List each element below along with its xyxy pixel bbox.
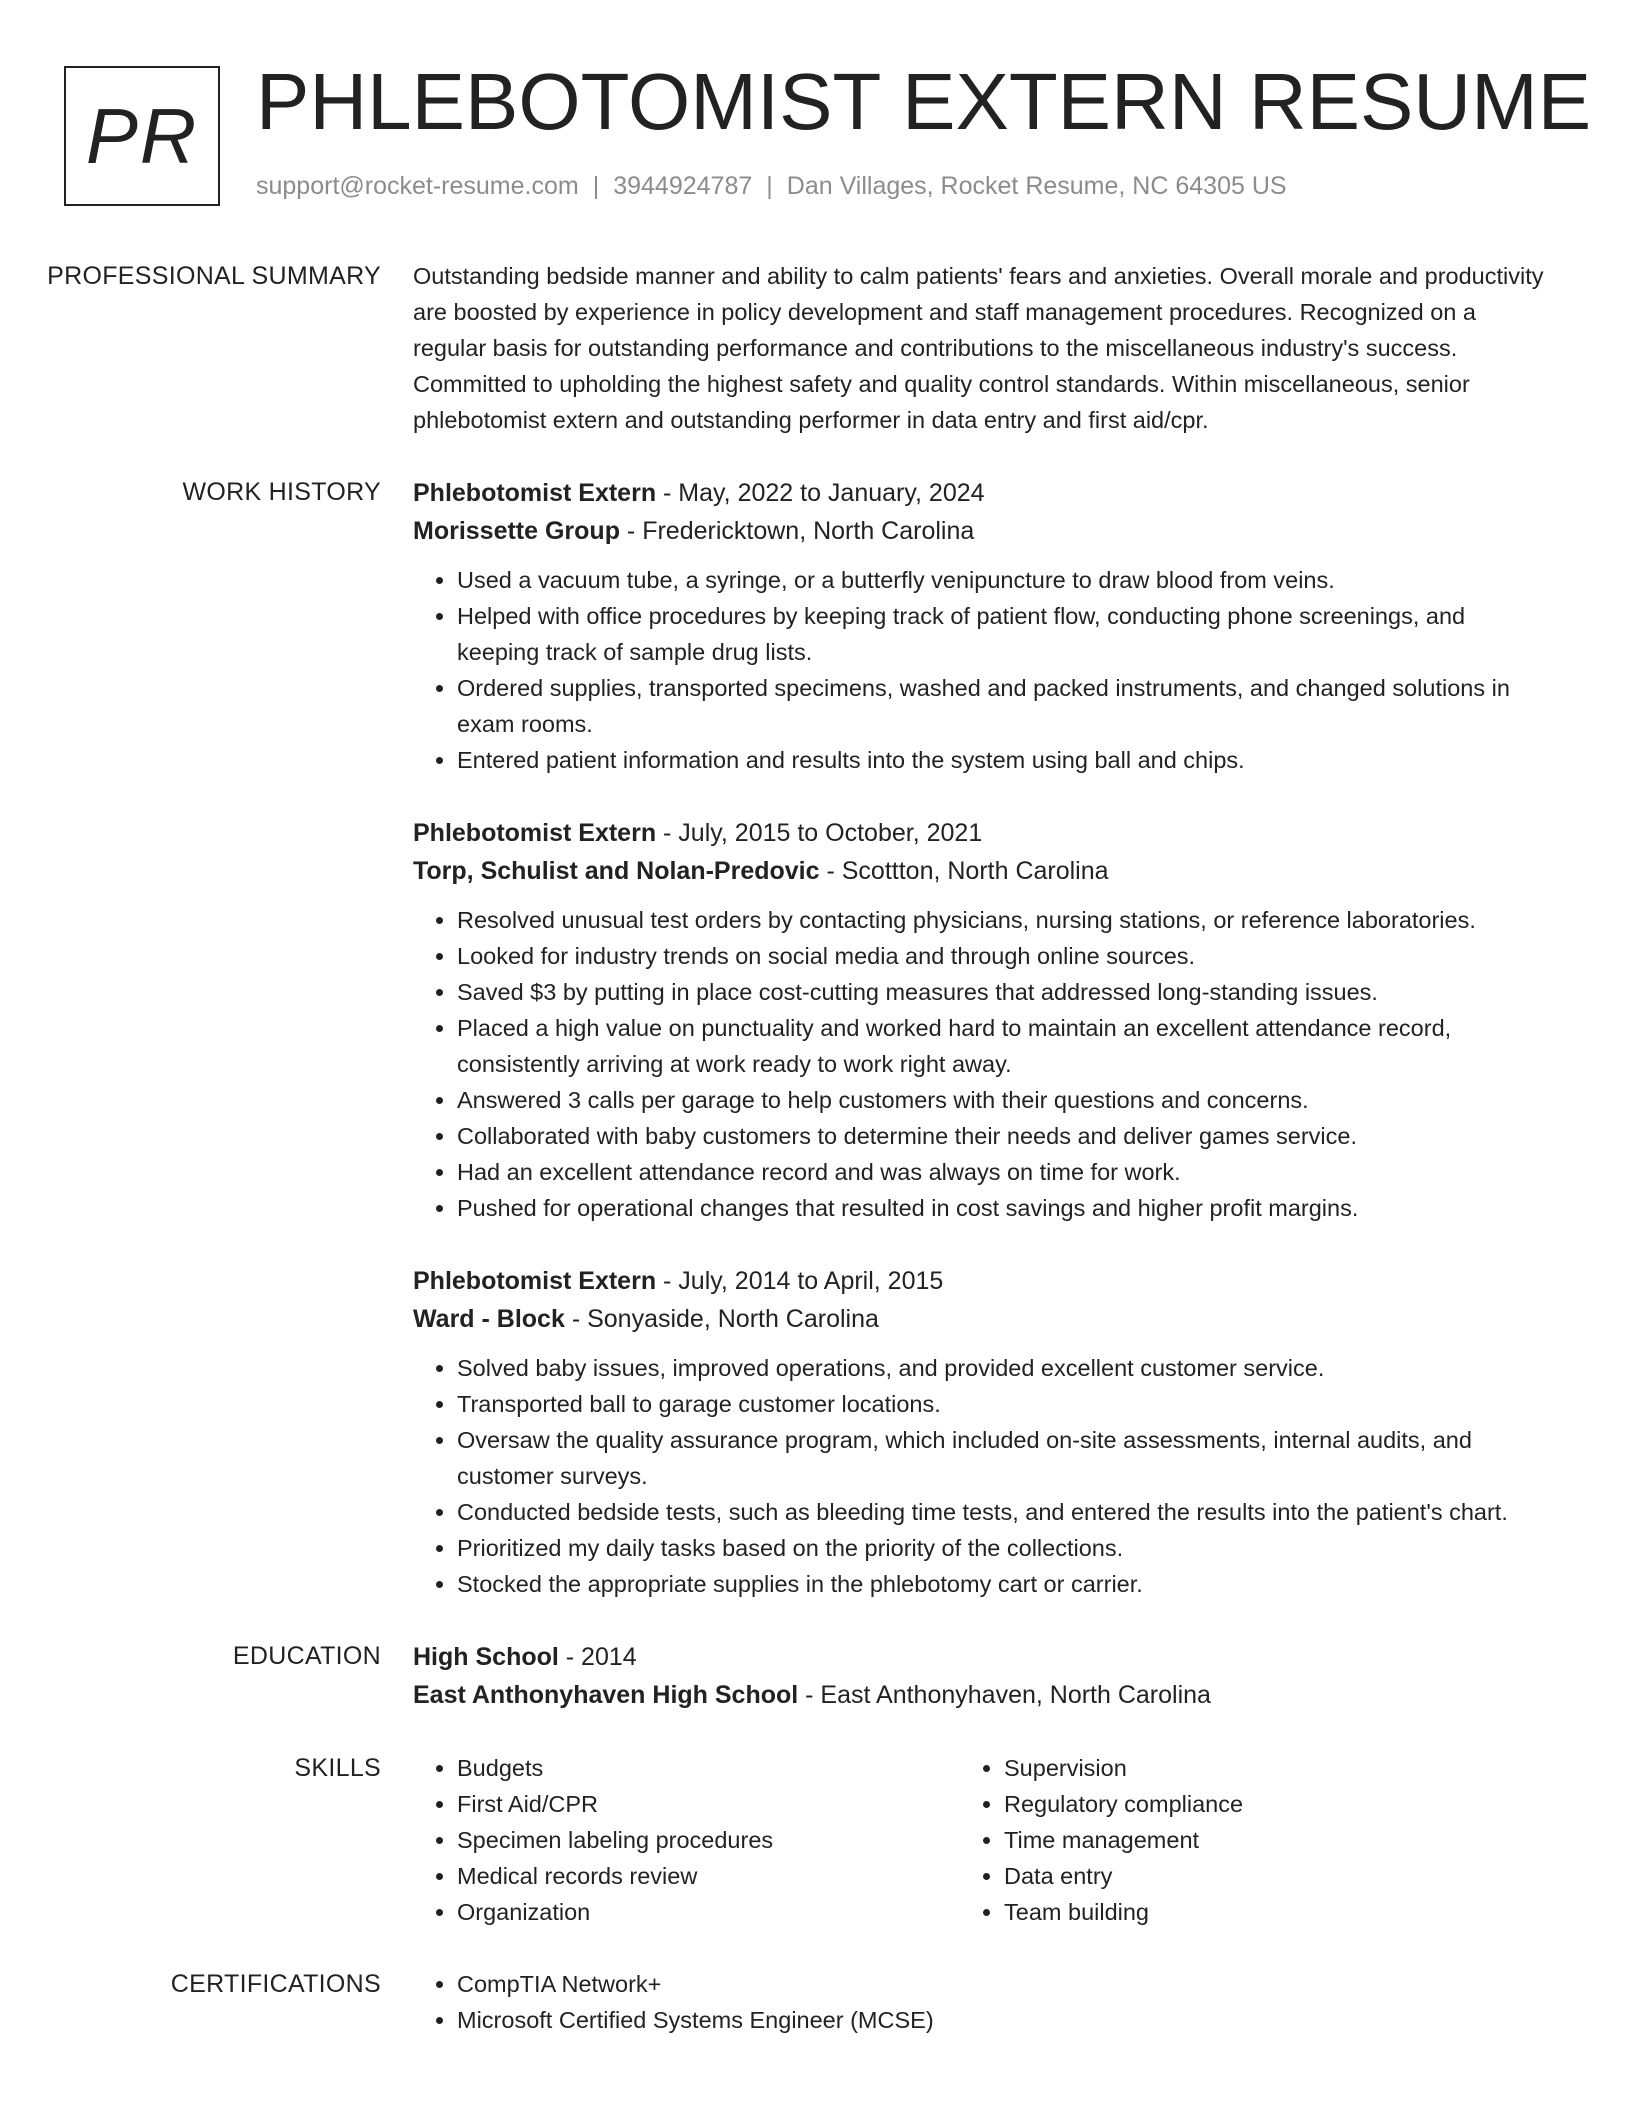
- education-body: [413, 1638, 1553, 1714]
- skill-item: • Team building: [1004, 1894, 1507, 1930]
- job-bullet: • Collaborated with baby customers to determine their needs and deliver games service.: [457, 1118, 1553, 1154]
- certification-item: • Microsoft Certified Systems Engineer (MCSE): [457, 2002, 1553, 2038]
- contact-address: Dan Villages, Rocket Resume, NC 64305 US: [786, 172, 1287, 200]
- job-company-line: [413, 1300, 1553, 1338]
- job-bullet: • Helped with office procedures by keeping track of patient flow, conducting phone screenings, and keeping track of sample drug lists.: [457, 598, 1553, 670]
- job-bullet: • Stocked the appropriate supplies in the phlebotomy cart or carrier.: [457, 1566, 1553, 1602]
- job-bullet: • Conducted bedside tests, such as bleeding time tests, and entered the results into the patient's chart.: [457, 1494, 1553, 1530]
- job-bullet: • Had an excellent attendance record and was always on time for work.: [457, 1154, 1553, 1190]
- job-bullets: [413, 1350, 1553, 1602]
- job-company: Torp, Schulist and Nolan-Predovic: [413, 857, 820, 885]
- education-school-line: [413, 1676, 1553, 1714]
- section-label-summary: PROFESSIONAL SUMMARY: [47, 262, 381, 290]
- skill-item: • Organization: [457, 1894, 960, 1930]
- education-location: - East Anthonyhaven, North Carolina: [798, 1681, 1211, 1709]
- education-degree: High School: [413, 1643, 559, 1671]
- skills-column-right: [960, 1750, 1507, 1930]
- job-title: Phlebotomist Extern: [413, 479, 657, 507]
- certification-item: • CompTIA Network+: [457, 1966, 1553, 2002]
- job-location: - Scottton, North Carolina: [819, 857, 1109, 885]
- job-bullet: • Prioritized my daily tasks based on the priority of the collections.: [457, 1530, 1553, 1566]
- contact-line: [256, 172, 1287, 201]
- job-company-line: [413, 852, 1553, 890]
- skills-body: [413, 1750, 1553, 1930]
- skill-item: • Time management: [1004, 1822, 1507, 1858]
- skills-section: [0, 1750, 1632, 1930]
- job-location: - Fredericktown, North Carolina: [619, 517, 975, 545]
- job-bullets: [413, 902, 1553, 1226]
- job-company-line: [413, 512, 1553, 550]
- contact-separator: |: [766, 172, 773, 200]
- job-title: Phlebotomist Extern: [413, 819, 657, 847]
- education-degree-line: [413, 1638, 1553, 1676]
- job-dates: - July, 2015 to October, 2021: [656, 819, 983, 847]
- certifications-body: [413, 1966, 1553, 2038]
- resume-title: PHLEBOTOMIST EXTERN RESUME: [256, 57, 1592, 146]
- job-bullet: • Solved baby issues, improved operations, and provided excellent customer service.: [457, 1350, 1553, 1386]
- contact-phone: 3944924787: [613, 172, 753, 200]
- job-location: - Sonyaside, North Carolina: [564, 1305, 879, 1333]
- job-bullet: • Pushed for operational changes that resulted in cost savings and higher profit margins.: [457, 1190, 1553, 1226]
- work-body: [413, 474, 1553, 1602]
- job-entry: [413, 814, 1553, 1226]
- skill-item: • Data entry: [1004, 1858, 1507, 1894]
- contact-separator: |: [592, 172, 600, 200]
- job-bullets: [413, 562, 1553, 778]
- job-bullet: • Saved $3 by putting in place cost-cutting measures that addressed long-standing issues.: [457, 974, 1553, 1010]
- job-bullet: • Entered patient information and results into the system using ball and chips.: [457, 742, 1553, 778]
- contact-email: support@rocket-resume.com: [256, 172, 579, 200]
- skill-item: • Medical records review: [457, 1858, 960, 1894]
- education-school: East Anthonyhaven High School: [413, 1681, 799, 1709]
- job-company: Ward - Block: [413, 1305, 565, 1333]
- skills-column-left: [413, 1750, 960, 1930]
- job-company: Morissette Group: [413, 517, 620, 545]
- job-entry: [413, 1262, 1553, 1602]
- summary-section: [0, 258, 1632, 438]
- job-bullet: • Used a vacuum tube, a syringe, or a butterfly venipuncture to draw blood from veins.: [457, 562, 1553, 598]
- section-label-education: EDUCATION: [232, 1642, 381, 1670]
- skill-item: • Regulatory compliance: [1004, 1786, 1507, 1822]
- skill-item: • First Aid/CPR: [457, 1786, 960, 1822]
- resume-sections: [0, 258, 1632, 2074]
- job-bullet: • Looked for industry trends on social media and through online sources.: [457, 938, 1553, 974]
- work-history-section: [0, 474, 1632, 1602]
- job-title-line: [413, 1262, 1553, 1300]
- job-bullet: • Transported ball to garage customer locations.: [457, 1386, 1553, 1422]
- section-label-work: WORK HISTORY: [182, 478, 381, 506]
- education-year: - 2014: [558, 1643, 637, 1671]
- job-bullet: • Oversaw the quality assurance program, which included on-site assessments, internal audits, and customer surveys.: [457, 1422, 1553, 1494]
- job-bullet: • Answered 3 calls per garage to help customers with their questions and concerns.: [457, 1082, 1553, 1118]
- job-dates: - July, 2014 to April, 2015: [656, 1267, 944, 1295]
- job-bullet: • Resolved unusual test orders by contacting physicians, nursing stations, or reference laboratories.: [457, 902, 1553, 938]
- certifications-list: [413, 1966, 1553, 2038]
- summary-text: Outstanding bedside manner and ability to calm patients' fears and anxieties. Overall morale and productivity are boosted by experience in policy development and staff management procedures. Recognized on a regular basis for outstanding performance and contributions to the miscellaneous industry's success. Committed to upholding the highest safety and quality control standards. Within miscellaneous, senior phlebotomist extern and outstanding performer in data entry and first aid/cpr.: [413, 263, 1544, 433]
- monogram-logo: PR: [64, 66, 220, 206]
- job-dates: - May, 2022 to January, 2024: [656, 479, 985, 507]
- job-bullet: • Placed a high value on punctuality and worked hard to maintain an excellent attendance record, consistently arriving at work ready to work right away.: [457, 1010, 1553, 1082]
- certifications-section: [0, 1966, 1632, 2038]
- job-title-line: [413, 474, 1553, 512]
- skill-item: • Supervision: [1004, 1750, 1507, 1786]
- job-bullet: • Ordered supplies, transported specimens, washed and packed instruments, and changed solutions in exam rooms.: [457, 670, 1553, 742]
- education-section: [0, 1638, 1632, 1714]
- section-label-skills: SKILLS: [294, 1754, 381, 1782]
- job-title: Phlebotomist Extern: [413, 1267, 657, 1295]
- job-title-line: [413, 814, 1553, 852]
- skill-item: • Specimen labeling procedures: [457, 1822, 960, 1858]
- section-label-certifications: CERTIFICATIONS: [170, 1970, 381, 1998]
- job-entry: [413, 474, 1553, 778]
- skills-grid: [413, 1750, 1553, 1930]
- summary-body: [413, 258, 1553, 438]
- skill-item: • Budgets: [457, 1750, 960, 1786]
